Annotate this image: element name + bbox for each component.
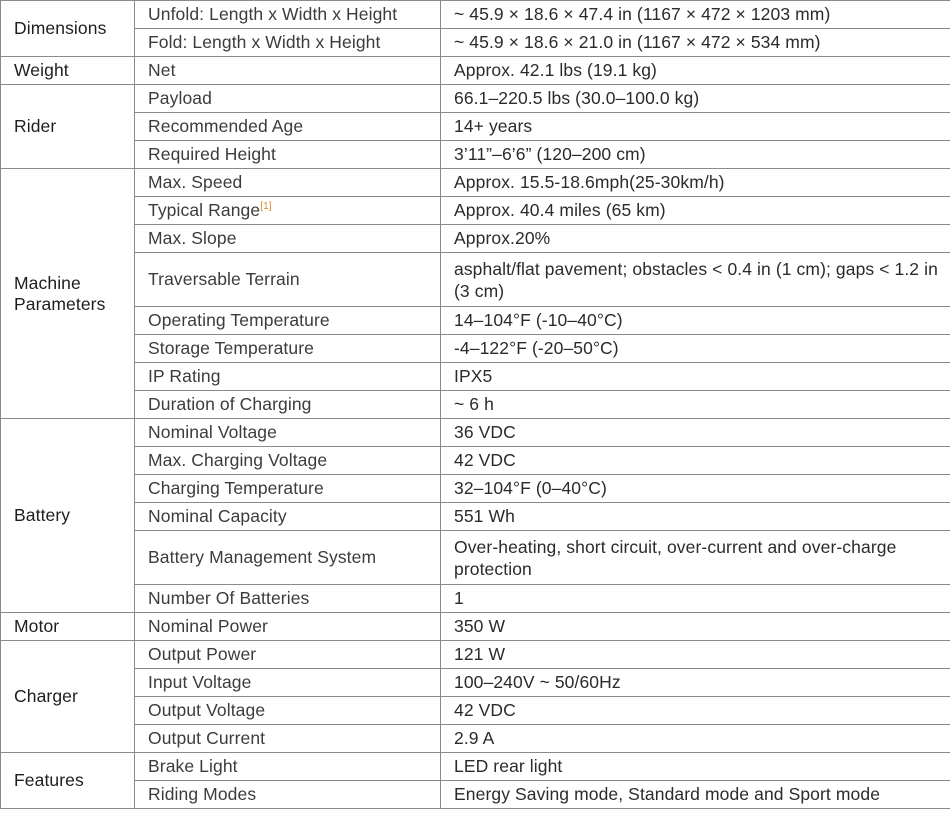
param-value: Over-heating, short circuit, over-current and over-charge protection bbox=[441, 531, 950, 585]
param-label: Required Height bbox=[135, 141, 441, 169]
param-value: 1 bbox=[441, 585, 950, 613]
table-row bbox=[1, 475, 950, 503]
param-label: Charging Temperature bbox=[135, 475, 441, 503]
param-value: 551 Wh bbox=[441, 503, 950, 531]
group-battery: Battery bbox=[1, 419, 135, 613]
param-label: Input Voltage bbox=[135, 669, 441, 697]
param-value: 14–104°F (-10–40°C) bbox=[441, 307, 950, 335]
param-value: Approx. 40.4 miles (65 km) bbox=[441, 197, 950, 225]
group-dimensions: Dimensions bbox=[1, 1, 135, 57]
group-motor: Motor bbox=[1, 613, 135, 641]
table-row bbox=[1, 585, 950, 613]
param-value: LED rear light bbox=[441, 753, 950, 781]
param-label: Traversable Terrain bbox=[135, 253, 441, 307]
param-label: Duration of Charging bbox=[135, 391, 441, 419]
table-row bbox=[1, 29, 950, 57]
table-row bbox=[1, 419, 950, 447]
param-label: Unfold: Length x Width x Height bbox=[135, 1, 441, 29]
group-weight: Weight bbox=[1, 57, 135, 85]
param-label: Output Current bbox=[135, 725, 441, 753]
table-row bbox=[1, 753, 950, 781]
table-row bbox=[1, 697, 950, 725]
param-label: Nominal Voltage bbox=[135, 419, 441, 447]
table-row bbox=[1, 169, 950, 197]
param-value: 3’11”–6’6” (120–200 cm) bbox=[441, 141, 950, 169]
param-value: 42 VDC bbox=[441, 447, 950, 475]
param-value: Energy Saving mode, Standard mode and Sport mode bbox=[441, 781, 950, 809]
param-label: Battery Management System bbox=[135, 531, 441, 585]
param-label-with-footnote bbox=[135, 197, 441, 225]
param-label: Output Voltage bbox=[135, 697, 441, 725]
table-row bbox=[1, 613, 950, 641]
param-label: Payload bbox=[135, 85, 441, 113]
group-machine-parameters: Machine Parameters bbox=[1, 169, 135, 419]
table-row bbox=[1, 141, 950, 169]
group-rider: Rider bbox=[1, 85, 135, 169]
param-value: 2.9 A bbox=[441, 725, 950, 753]
param-value: 32–104°F (0–40°C) bbox=[441, 475, 950, 503]
param-value: 66.1–220.5 lbs (30.0–100.0 kg) bbox=[441, 85, 950, 113]
footnote-marker: [1] bbox=[260, 201, 272, 213]
param-value: IPX5 bbox=[441, 363, 950, 391]
table-row bbox=[1, 253, 950, 307]
param-label: IP Rating bbox=[135, 363, 441, 391]
param-value: ~ 45.9 × 18.6 × 21.0 in (1167 × 472 × 534 mm) bbox=[441, 29, 950, 57]
param-label: Net bbox=[135, 57, 441, 85]
param-label: Max. Speed bbox=[135, 169, 441, 197]
param-label: Typical Range bbox=[148, 200, 261, 220]
param-value: Approx.20% bbox=[441, 225, 950, 253]
table-row bbox=[1, 335, 950, 363]
param-value: 36 VDC bbox=[441, 419, 950, 447]
param-label: Max. Slope bbox=[135, 225, 441, 253]
table-row bbox=[1, 725, 950, 753]
param-label: Riding Modes bbox=[135, 781, 441, 809]
param-label: Fold: Length x Width x Height bbox=[135, 29, 441, 57]
table-row bbox=[1, 447, 950, 475]
param-value: Approx. 42.1 lbs (19.1 kg) bbox=[441, 57, 950, 85]
param-label: Recommended Age bbox=[135, 113, 441, 141]
table-row bbox=[1, 113, 950, 141]
table-row bbox=[1, 57, 950, 85]
param-label: Storage Temperature bbox=[135, 335, 441, 363]
param-value: asphalt/flat pavement; obstacles < 0.4 in (1 cm); gaps < 1.2 in (3 cm) bbox=[441, 253, 950, 307]
table-row bbox=[1, 503, 950, 531]
group-features: Features bbox=[1, 753, 135, 809]
param-label: Operating Temperature bbox=[135, 307, 441, 335]
table-row bbox=[1, 531, 950, 585]
table-row bbox=[1, 641, 950, 669]
param-value: ~ 6 h bbox=[441, 391, 950, 419]
table-row bbox=[1, 225, 950, 253]
table-row bbox=[1, 307, 950, 335]
param-value: 14+ years bbox=[441, 113, 950, 141]
param-label: Brake Light bbox=[135, 753, 441, 781]
param-label: Nominal Capacity bbox=[135, 503, 441, 531]
table-row bbox=[1, 85, 950, 113]
param-label: Number Of Batteries bbox=[135, 585, 441, 613]
table-row bbox=[1, 363, 950, 391]
param-value: Approx. 15.5-18.6mph(25-30km/h) bbox=[441, 169, 950, 197]
table-row bbox=[1, 197, 950, 225]
param-value: 350 W bbox=[441, 613, 950, 641]
param-value: 121 W bbox=[441, 641, 950, 669]
param-value: -4–122°F (-20–50°C) bbox=[441, 335, 950, 363]
param-value: 100–240V ~ 50/60Hz bbox=[441, 669, 950, 697]
table-row bbox=[1, 391, 950, 419]
table-row bbox=[1, 669, 950, 697]
param-label: Output Power bbox=[135, 641, 441, 669]
group-charger: Charger bbox=[1, 641, 135, 753]
param-value: 42 VDC bbox=[441, 697, 950, 725]
param-label: Max. Charging Voltage bbox=[135, 447, 441, 475]
param-label: Nominal Power bbox=[135, 613, 441, 641]
table-row bbox=[1, 1, 950, 29]
table-row bbox=[1, 781, 950, 809]
param-value: ~ 45.9 × 18.6 × 47.4 in (1167 × 472 × 1203 mm) bbox=[441, 1, 950, 29]
